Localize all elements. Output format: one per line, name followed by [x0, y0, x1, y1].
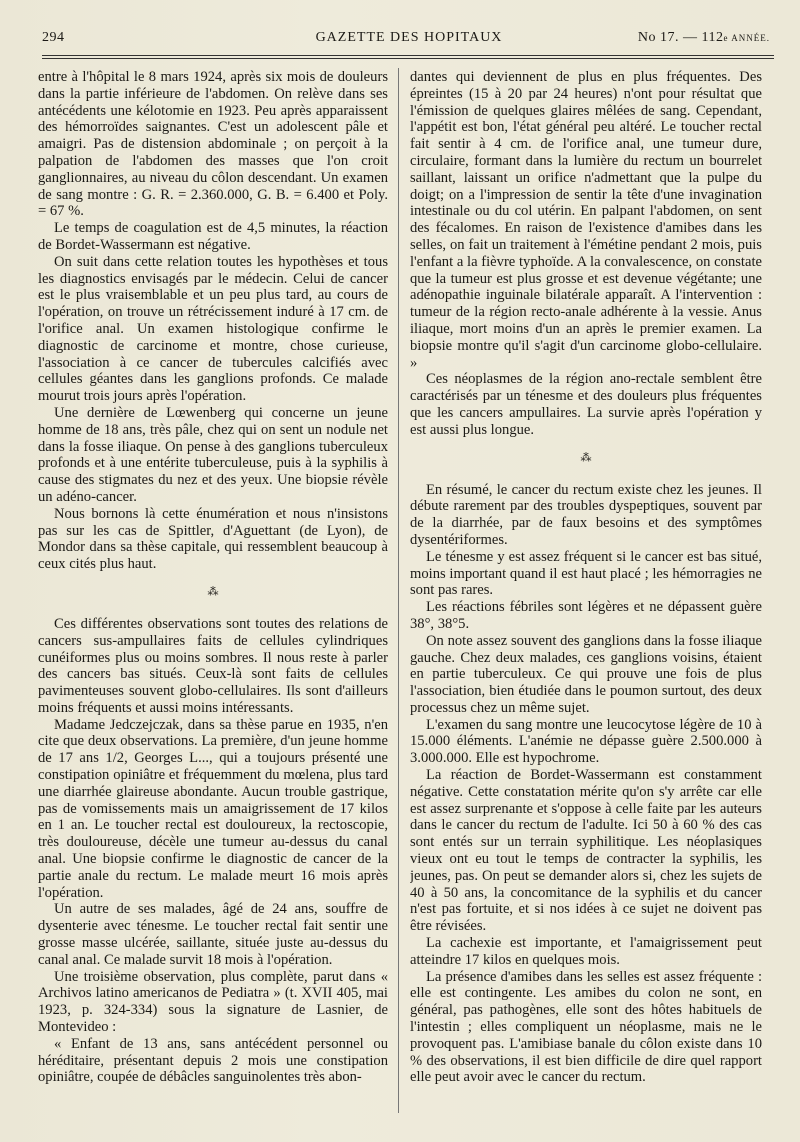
paragraph: Une troisième observation, plus complète, parut dans « Archivos latino americanos de Pediatra » (t. XVII 405, mai 1923, p. 324-334) sous la signature de Lasnier, de Montevideo :: [38, 968, 388, 1036]
paragraph: Le temps de coagulation est de 4,5 minutes, la réaction de Bordet-Wassermann est négative.: [38, 220, 388, 253]
right-column: [410, 69, 762, 1134]
paragraph: La présence d'amibes dans les selles est assez fréquente : elle est contingente. Les amibes du colon ne sont, en général, pas pathogènes, elle sont des hôtes habituels de l'intestin ; elles compliquent un néoplasme, mais ne le provoquent pas. L'amibiase banale du côlon existe dans 10 % des observations, il est bien difficile de dire quel rapport elle peut avoir avec le cancer du rectum.: [410, 968, 762, 1086]
section-separator-asterism: ⁂: [207, 585, 219, 598]
paragraph: On suit dans cette relation toutes les hypothèses et tous les diagnostics envisagés par le médecin. Celui de cancer est le plus vraisemblable et un peu plus tard, au cours de l'opération, on trouve un rétrécissement induré à 17 cm. de l'orifice anal. Un examen histologique confirme le diagnostic de carcinome et montre, chose curieuse, l'association à ce cancer de tubercules calcifiés avec cellules géantes dans les ganglions profonds. Ce malade mourut trois jours après l'opération.: [38, 253, 388, 405]
paragraph: « Enfant de 13 ans, sans antécédent personnel ou héréditaire, présentant depuis 2 mois une constipation opiniâtre, coupée de débâcles sanguinolentes très abon-: [38, 1035, 388, 1086]
journal-title: GAZETTE DES HOPITAUX: [315, 30, 503, 45]
paragraph: On note assez souvent des ganglions dans la fosse iliaque gauche. Chez deux malades, ces ganglions voisins, étaient en partie tuberculeux. Ce qui prouve une fois de plus l'association, bien étudiée dans le poumon surtout, des deux processus chez un même sujet.: [410, 632, 762, 716]
paragraph: Madame Jedczejczak, dans sa thèse parue en 1935, n'en cite que deux observations. La première, d'un jeune homme de 17 ans 1/2, Georges L..., qui a toujours présenté une constipation opiniâtre et fréquemment du mœlena, plus tard une diarrhée glaireuse abondante. Aucun trouble gastrique, pas de vomissements mais un amaigrissement de 17 kilos en 1 an. Le toucher rectal est douloureux, la rectoscopie, très douloureuse, décèle une tumeur au-dessus du canal anal. Une biopsie confirme le diagnostic de cancer de la partie anale du rectum. Le malade meurt 16 mois après l'opération.: [38, 716, 388, 901]
paragraph: Un autre de ses malades, âgé de 24 ans, souffre de dysenterie avec ténesme. Le toucher rectal fait sentir une grosse masse ulcérée, saillante, située juste au-dessus du canal anal. Ce malade survit 18 mois à l'opération.: [38, 901, 388, 968]
issue-info: [638, 30, 770, 46]
paragraph: entre à l'hôpital le 8 mars 1924, après six mois de douleurs dans la partie inférieure de l'abdomen. On relève dans ses antécédents une kélotomie en 1923. Peu après apparaissent des hémorroïdes saignantes. C'est un adolescent pâle et amaigri. Pas de distension abdominale ; on perçoit à la palpation de l'abdomen des masses que l'on croit ganglionnaires, au niveau du côlon descendant. Un examen de sang montre : G. R. = 2.360.000, G. B. = 6.400 et Poly. = 67 %.: [38, 69, 388, 220]
paragraph: En résumé, le cancer du rectum existe chez les jeunes. Il débute rarement par des troubles dyspeptiques, souvent par de la diarrhée, par de faux besoins et des symptômes dysentériformes.: [410, 481, 762, 548]
column-divider: [398, 68, 399, 1113]
paragraph: Ces différentes observations sont toutes des relations de cancers sus-ampullaires faits de cellules cylindriques cunéiformes plus ou moins sombres. Il nous reste à parler des cancers bas situés. Ceux-là sont faits de cellules pavimenteuses souvent globo-cellulaires. Ils sont d'ailleurs moins fréquents et aussi moins intéressants.: [38, 615, 388, 716]
paragraph: Nous bornons là cette énumération et nous n'insistons pas sur les cas de Spittler, d'Aguettant (de Lyon), de Mondor dans sa thèse capitale, qui ressemblent beaucoup à ceux cités plus haut.: [38, 505, 388, 573]
paragraph: Le ténesme y est assez fréquent si le cancer est bas situé, moins important quand il est haut placé ; les hémorragies ne sont pas rares.: [410, 548, 762, 599]
header-rule: [42, 55, 774, 59]
issue-suffix: e ANNÉE.: [723, 33, 770, 43]
left-column: [38, 69, 388, 1134]
page-header: [42, 28, 776, 50]
paragraph: L'examen du sang montre une leucocytose légère de 10 à 15.000 éléments. L'anémie ne dépasse guère 2.500.000 à 3.000.000. Elle est hypochrome.: [410, 716, 762, 767]
page-number: 294: [42, 30, 65, 45]
issue-number: No 17. — 112: [637, 30, 724, 45]
paragraph: Une dernière de Lœwenberg qui concerne un jeune homme de 18 ans, très pâle, chez qui on sent un nodule net dans la fosse iliaque. On pense à des ganglions tuberculeux profonds et à une entérite tuberculeuse, puis à la syphilis à cause des stigmates du nez et des yeux. Une biopsie révèle un adéno-cancer.: [38, 404, 388, 505]
paragraph: Les réactions fébriles sont légères et ne dépassent guère 38°, 38°5.: [410, 599, 762, 632]
section-separator-asterism: ⁂: [580, 451, 592, 464]
paragraph: dantes qui deviennent de plus en plus fréquentes. Des épreintes (15 à 20 par 24 heures) n'ont pour résultat que l'émission de quelques glaires mêlées de sang. Cependant, l'appétit est bon, l'état général peu altéré. Le toucher rectal fait sentir à 4 cm. de l'orifice anal, une tumeur dure, circulaire, formant dans la lumière du rectum un bourrelet saillant, laissant un orifice n'admettant que la pulpe du doigt; on a l'impression de sentir la tête d'une invagination intestinale ou du col utérin. En palpant l'abdomen, on sent des fécalomes. En raison de l'existence d'amibes dans les selles, on fait un traitement à l'émétine pendant 2 mois, puis l'enfant a la fièvre typhoïde. A la convalescence, on constate que la tumeur est plus grosse et est devenue végétante; une adénopathie inguinale bilatérale apparaît. A l'intervention : tumeur de la région recto-anale adhérente à la vessie. Anus iliaque, mort moins d'un an après le premier examen. La biopsie montre qu'il s'agit d'un carcinome globo-cellulaire. »: [410, 69, 762, 371]
paragraph: Ces néoplasmes de la région ano-rectale semblent être caractérisés par un ténesme et des douleurs plus fréquentes que les cancers ampullaires. La survie après l'opération y est aussi plus longue.: [410, 371, 762, 438]
paragraph: La cachexie est importante, et l'amaigrissement peut atteindre 17 kilos en quelques mois.: [410, 935, 762, 968]
paragraph: La réaction de Bordet-Wassermann est constamment négative. Cette constatation mérite qu'on s'y arrête car elle est assez surprenante et s'oppose à celle faite par les auteurs dans le cancer du rectum de l'adulte. Ici 50 à 60 % des cas sont entés sur un terrain syphilitique. Les néoplasiques vieux ont eu tout le temps de contracter la syphilis, les jeunes, pas. On peut se demander alors si, chez les sujets de 40 à 50 ans, la concomitance de la syphilis et du cancer n'est pas fortuite, et si nos idées à ce sujet ne doivent pas être révisées.: [410, 767, 762, 935]
